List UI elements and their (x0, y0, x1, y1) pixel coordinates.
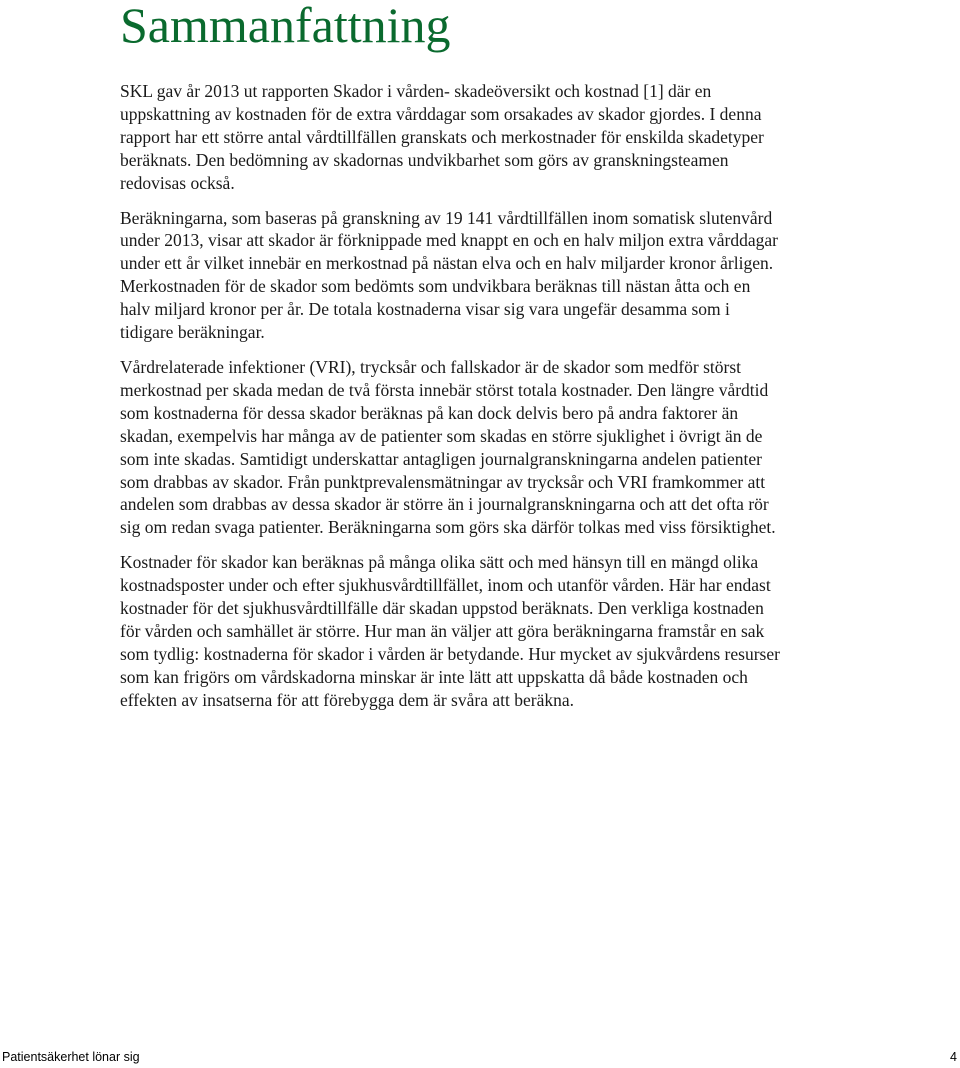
summary-body (120, 80, 780, 724)
page-title: Sammanfattning (120, 0, 451, 53)
page-footer (0, 1050, 960, 1066)
footer-document-title: Patientsäkerhet lönar sig (2, 1050, 140, 1064)
paragraph-1: SKL gav år 2013 ut rapporten Skador i vården- skadeöversikt och kostnad [1] där en uppskattning av kostnaden för de extra vårddagar som orsakades av skador gjordes. I denna rapport har ett större antal vårdtillfällen granskats och merkostnader för enskilda skadetyper beräknats. Den bedömning av skadornas undvikbarhet som görs av granskningsteamen redovisas också. (120, 81, 764, 193)
paragraph-2: Beräkningarna, som baseras på granskning av 19 141 vårdtillfällen inom somatisk slutenvård under 2013, visar att skador är förknippade med knappt en och en halv miljon extra vårddagar under ett år vilket innebär en merkostnad på nästan elva och en halv miljarder kronor årligen. Merkostnaden för de skador som bedömts som undvikbara beräknas till nästan åtta och en halv miljard kronor per år. De totala kostnaderna visar sig vara ungefär desamma som i tidigare beräkningar. (120, 207, 778, 343)
paragraph-3: Vårdrelaterade infektioner (VRI), trycksår och fallskador är de skador som medför störst merkostnad per skada medan de två första innebär störst totala kostnader. Den längre vårdtid som kostnaderna för dessa skador beräknas på kan dock delvis bero på andra faktorer än skadan, exempelvis har många av de patienter som skadas en större sjuklighet i övrigt än de som inte skadas. Samtidigt underskattar antagligen journalgranskningarna andelen patienter som drabbas av skador. Från punktprevalensmätningar av trycksår och VRI framkommer att andelen som drabbas av dessa skador är större än i journalgranskningarna och att det ofta rör sig om redan svaga patienter. Beräkningarna som görs ska därför tolkas med viss försiktighet. (120, 356, 776, 538)
paragraph-4: Kostnader för skador kan beräknas på många olika sätt och med hänsyn till en mängd olika kostnadsposter under och efter sjukhusvårdtillfället, inom och utanför vården. Här har endast kostnader för det sjukhusvårdtillfälle där skadan uppstod beräknats. Den verkliga kostnaden för vården och samhället är större. Hur man än väljer att göra beräkningarna framstår en sak som tydlig: kostnaderna för skador i vården är betydande. Hur mycket av sjukvårdens resurser som kan frigörs om vårdskadorna minskar är inte lätt att uppskatta då både kostnaden och effekten av insatserna för att förebygga dem är svåra att beräkna. (120, 552, 780, 710)
footer-page-number: 4 (950, 1050, 957, 1064)
